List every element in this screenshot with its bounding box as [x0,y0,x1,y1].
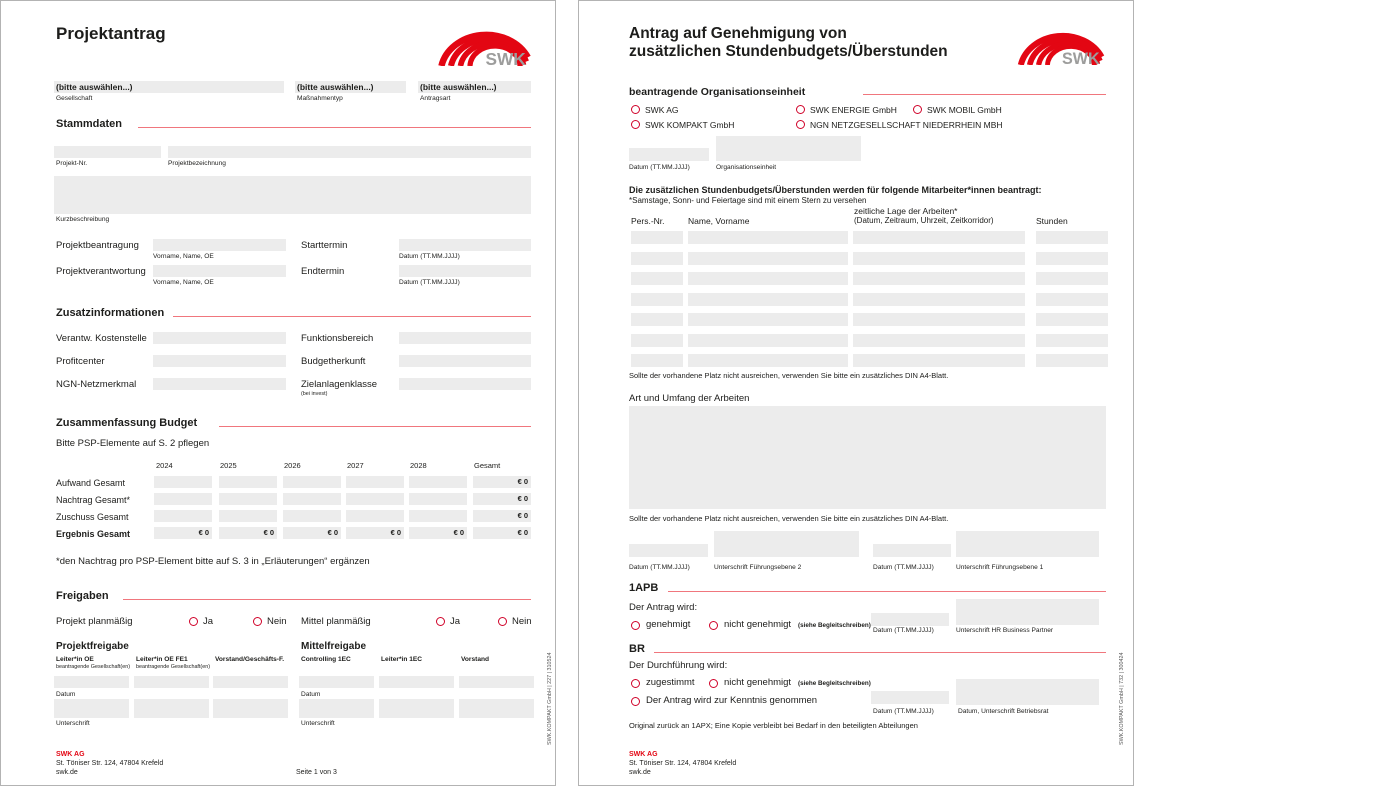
budget-cell[interactable] [283,493,341,505]
projektfreigabe-heading: Projektfreigabe [56,641,129,652]
section-divider [654,652,1106,653]
br-original-note: Original zurück an 1APX; Eine Kopie verbleibt bei Bedarf in den beteiligten Abteilungen [629,721,918,730]
mf-col3-title: Vorstand [461,656,490,663]
staff-persnr-field[interactable] [631,293,683,306]
funktionsbereich-label: Funktionsbereich [301,333,374,344]
sig-fe2-field[interactable] [714,531,859,557]
swk-logo-text: SWK [485,49,526,66]
apb-datum-field[interactable] [871,613,949,626]
work-overflow-note: Sollte der vorhandene Platz nicht ausreichen, verwenden Sie bitte ein zusätzliches DIN A4-Blatt. [629,514,949,523]
footer-web: swk.de [56,769,78,776]
budget-col-2026: 2026 [284,461,301,470]
sig-fe2-label: Unterschrift Führungsebene 2 [714,564,802,571]
staff-stunden-field[interactable] [1036,252,1108,265]
radio-org-swk-energie[interactable] [796,105,805,114]
gesellschaft-select[interactable] [54,81,284,93]
radio-projekt-ja-label: Ja [203,616,214,627]
zielanlagenklasse-label: Zielanlagenklasse [301,379,378,390]
radio-org-swk-ag[interactable] [631,105,640,114]
br-nicht-genehmigt-note: (siehe Begleitschreiben) [798,680,871,687]
staff-zeit-field[interactable] [853,293,1025,306]
staff-overflow-note: Sollte der vorhandene Platz nicht ausreichen, verwenden Sie bitte ein zusätzliches DIN A4-Blatt. [629,371,949,380]
br-datum-label: Datum (TT.MM.JJJJ) [873,708,934,715]
radio-apb-genehmigt[interactable] [631,621,640,630]
pf-col3-title: Vorstand/Geschäfts-F. [215,656,285,663]
sig-datum-fe2-label: Datum (TT.MM.JJJJ) [629,564,690,571]
pf-col2-title: Leiter*in OE FE1 [136,656,188,663]
budget-col-gesamt: Gesamt [474,461,501,470]
budget-cell-value: € 0 [453,528,464,537]
massnahmentyp-placeholder: (bitte auswählen...) [297,82,374,92]
org-einheit-label: Organisationseinheit [716,164,777,171]
staff-name-field[interactable] [688,272,848,285]
budget-cell[interactable] [219,493,277,505]
page-projektantrag [0,0,556,786]
staff-name-field[interactable] [688,334,848,347]
budget-row-label: Ergebnis Gesamt [56,529,131,539]
zielanlagenklasse-field[interactable] [399,378,531,390]
br-heading: BR [629,643,645,655]
radio-mittel-nein-label: Nein [512,616,532,627]
staff-persnr-field[interactable] [631,252,683,265]
mf-unterschrift-field-2[interactable] [379,699,454,718]
staff-stunden-field[interactable] [1036,272,1108,285]
page-stundenbudget-antrag [578,0,1134,786]
projektverantwortung-field[interactable] [153,265,286,277]
endtermin-field[interactable] [399,265,531,277]
budgetherkunft-label: Budgetherkunft [301,356,366,367]
br-datum-field[interactable] [871,691,949,704]
budget-row-label: Zuschuss Gesamt [56,512,129,522]
budget-cell[interactable] [283,527,341,539]
radio-projekt-nein[interactable] [253,617,262,626]
budget-col-2025: 2025 [220,461,237,470]
work-heading: Art und Umfang der Arbeiten [629,393,750,404]
staff-col-zeitliche-sub: (Datum, Zeitraum, Uhrzeit, Zeitkorridor) [854,216,994,225]
section-divider [123,599,531,600]
apb-intro: Der Antrag wird: [629,602,698,613]
antragsart-select[interactable] [418,81,531,93]
mittelfreigabe-heading: Mittelfreigabe [301,641,367,652]
projektverantwortung-hint: Vorname, Name, OE [153,279,214,286]
budget-cell[interactable] [346,510,404,522]
section-divider [173,316,531,317]
budget-cell[interactable] [154,476,212,488]
radio-br-zugestimmt[interactable] [631,679,640,688]
staff-name-field[interactable] [688,354,848,367]
budget-cell[interactable] [473,527,531,539]
projektbezeichnung-label: Projektbezeichnung [168,160,226,167]
page-title: Projektantrag [56,24,166,43]
swk-logo [438,21,533,66]
section-divider [219,426,531,427]
sig-datum-fe2-field[interactable] [629,544,708,557]
staff-zeit-field[interactable] [853,313,1025,326]
mf-datum-field-1[interactable] [299,676,374,688]
budget-cell-value: € 0 [517,528,528,537]
staff-persnr-field[interactable] [631,313,683,326]
budget-cell[interactable] [346,493,404,505]
budget-row-label: Nachtrag Gesamt* [56,495,131,505]
budget-cell-value: € 0 [263,528,274,537]
staff-col-name: Name, Vorname [688,216,750,226]
apb-heading: 1APB [629,582,659,594]
sig-fe1-label: Unterschrift Führungsebene 1 [956,564,1044,571]
org-einheit-field[interactable] [716,136,861,161]
staff-stunden-field[interactable] [1036,293,1108,306]
staff-col-persnr: Pers.-Nr. [631,216,665,226]
zusatzinformationen-heading: Zusatzinformationen [56,307,165,319]
budget-cell[interactable] [154,527,212,539]
mf-datum-field-2[interactable] [379,676,454,688]
radio-br-nicht-genehmigt[interactable] [709,679,718,688]
budget-row-label: Aufwand Gesamt [56,478,126,488]
budget-col-2027: 2027 [347,461,364,470]
projektbeantragung-label: Projektbeantragung [56,240,139,251]
budget-cell[interactable] [473,510,531,522]
budget-cell[interactable] [154,510,212,522]
mf-col1-title: Controlling 1EC [301,656,351,663]
budget-cell[interactable] [154,493,212,505]
budget-cell-value: € 0 [517,511,528,520]
staff-note: *Samstage, Sonn- und Feiertage sind mit einem Stern zu versehen [629,196,867,205]
staff-stunden-field[interactable] [1036,354,1108,367]
kurzbeschreibung-textarea[interactable] [54,176,531,214]
pf-unterschrift-field-2[interactable] [134,699,209,718]
staff-persnr-field[interactable] [631,272,683,285]
budget-cell-value: € 0 [517,477,528,486]
mf-unterschrift-field-1[interactable] [299,699,374,718]
apb-datum-label: Datum (TT.MM.JJJJ) [873,627,934,634]
budget-col-2024: 2024 [156,461,173,470]
budget-note: Bitte PSP-Elemente auf S. 2 pflegen [56,438,210,449]
budget-cell-value: € 0 [327,528,338,537]
budget-heading: Zusammenfassung Budget [56,417,198,429]
org-datum-label: Datum (TT.MM.JJJJ) [629,164,690,171]
radio-br-kenntnis[interactable] [631,697,640,706]
radio-br-nicht-genehmigt-label: nicht genehmigt [724,677,792,688]
radio-org-swk-mobil[interactable] [913,105,922,114]
budget-cell[interactable] [219,510,277,522]
projekt-nr-field[interactable] [54,146,161,158]
budget-cell[interactable] [346,476,404,488]
budget-cell[interactable] [409,527,467,539]
projektbezeichnung-field[interactable] [168,146,531,158]
staff-name-field[interactable] [688,313,848,326]
apb-hr-sig-field[interactable] [956,599,1099,625]
pf-datum-field-3[interactable] [213,676,288,688]
radio-apb-genehmigt-label: genehmigt [646,619,691,630]
endtermin-hint: Datum (TT.MM.JJJJ) [399,279,460,286]
pf-unterschrift-field-1[interactable] [54,699,129,718]
pf-datum-label: Datum [56,691,76,698]
staff-name-field[interactable] [688,231,848,244]
projekt-planmaessig-label: Projekt planmäßig [56,616,133,627]
mf-unterschrift-label: Unterschrift [301,720,335,727]
staff-stunden-field[interactable] [1036,334,1108,347]
footer-company: SWK AG [629,751,658,758]
massnahmentyp-select[interactable] [295,81,406,93]
radio-org-swk-mobil-label: SWK MOBIL GmbH [927,105,1002,115]
staff-col-stunden: Stunden [1036,216,1068,226]
funktionsbereich-field[interactable] [399,332,531,344]
footer-page-number: Seite 1 von 3 [296,769,337,776]
stammdaten-heading: Stammdaten [56,118,123,130]
freigaben-heading: Freigaben [56,590,109,602]
page-title-line1: Antrag auf Genehmigung von [629,25,847,42]
pf-unterschrift-field-3[interactable] [213,699,288,718]
staff-stunden-field[interactable] [1036,231,1108,244]
staff-zeit-field[interactable] [853,334,1025,347]
budget-cell[interactable] [473,476,531,488]
budget-cell-value: € 0 [517,494,528,503]
org-heading: beantragende Organisationseinheit [629,86,806,98]
footer-address: St. Töniser Str. 124, 47804 Krefeld [629,760,737,767]
staff-intro: Die zusätzlichen Stundenbudgets/Überstunden werden für folgende Mitarbeiter*innen beantragt: [629,185,1042,195]
staff-zeit-field[interactable] [853,252,1025,265]
staff-zeit-field[interactable] [853,231,1025,244]
pf-col1-sub: beantragende Gesellschaft(en) [56,664,131,670]
pf-col1-title: Leiter*in OE [56,656,94,663]
budget-cell[interactable] [473,493,531,505]
radio-org-swk-ag-label: SWK AG [645,105,679,115]
ngn-netzmerkmal-label: NGN-Netzmerkmal [56,379,137,390]
swk-logo-text: SWK [1062,50,1100,65]
radio-projekt-ja[interactable] [189,617,198,626]
staff-col-zeitliche-title: zeitliche Lage der Arbeiten* [854,206,958,216]
budget-cell[interactable] [409,510,467,522]
section-divider [668,591,1106,592]
gesellschaft-label: Gesellschaft [56,95,93,102]
budget-cell[interactable] [283,476,341,488]
section-divider [138,127,531,128]
org-datum-field[interactable] [629,148,709,161]
radio-projekt-nein-label: Nein [267,616,287,627]
staff-stunden-field[interactable] [1036,313,1108,326]
staff-zeit-field[interactable] [853,272,1025,285]
footer-address: St. Töniser Str. 124, 47804 Krefeld [56,760,164,767]
projektverantwortung-label: Projektverantwortung [56,266,146,277]
br-sig-label: Datum, Unterschrift Betriebsrat [958,708,1049,715]
staff-persnr-field[interactable] [631,334,683,347]
staff-name-field[interactable] [688,293,848,306]
apb-nicht-genehmigt-note: (siehe Begleitschreiben) [798,622,871,629]
radio-org-swk-kompakt-label: SWK KOMPAKT GmbH [645,120,735,130]
kurzbeschreibung-label: Kurzbeschreibung [56,216,110,223]
budget-cell[interactable] [409,476,467,488]
footer-side-note: SWK.KOMPAKT GmbH | 227 | 310524 [547,652,553,745]
radio-mittel-nein[interactable] [498,617,507,626]
starttermin-label: Starttermin [301,240,348,251]
sig-datum-fe1-field[interactable] [873,544,951,557]
gesellschaft-placeholder: (bitte auswählen...) [56,82,133,92]
budget-cell-value: € 0 [198,528,209,537]
verantw-kostenstelle-field[interactable] [153,332,286,344]
budget-cell[interactable] [219,527,277,539]
mf-unterschrift-field-3[interactable] [459,699,534,718]
budget-col-2028: 2028 [410,461,427,470]
radio-br-zugestimmt-label: zugestimmt [646,677,695,688]
budget-cell[interactable] [409,493,467,505]
profitcenter-field[interactable] [153,355,286,367]
work-textarea[interactable] [629,406,1106,509]
swk-logo [1016,23,1108,65]
zielanlagenklasse-note: (bei invest) [301,391,328,397]
budget-footnote: *den Nachtrag pro PSP-Element bitte auf S. 3 in „Erläuterungen“ ergänzen [56,556,370,567]
footer-company: SWK AG [56,751,85,758]
mf-col2-title: Leiter*in 1EC [381,656,423,663]
staff-persnr-field[interactable] [631,231,683,244]
massnahmentyp-label: Maßnahmentyp [297,95,343,102]
radio-apb-nicht-genehmigt[interactable] [709,621,718,630]
ngn-netzmerkmal-field[interactable] [153,378,286,390]
pf-unterschrift-label: Unterschrift [56,720,90,727]
sig-fe1-field[interactable] [956,531,1099,557]
mittel-planmaessig-label: Mittel planmäßig [301,616,371,627]
sig-datum-fe1-label: Datum (TT.MM.JJJJ) [873,564,934,571]
budgetherkunft-field[interactable] [399,355,531,367]
br-intro: Der Durchführung wird: [629,660,728,671]
staff-name-field[interactable] [688,252,848,265]
verantw-kostenstelle-label: Verantw. Kostenstelle [56,333,147,344]
radio-org-swk-energie-label: SWK ENERGIE GmbH [810,105,897,115]
radio-mittel-ja-label: Ja [450,616,461,627]
antragsart-placeholder: (bitte auswählen...) [420,82,497,92]
page-title-line2: zusätzlichen Stundenbudgets/Überstunden [629,43,948,60]
pf-datum-field-2[interactable] [134,676,209,688]
projekt-nr-label: Projekt-Nr. [56,160,88,167]
pf-datum-field-1[interactable] [54,676,129,688]
projektbeantragung-hint: Vorname, Name, OE [153,253,214,260]
section-divider [863,94,1106,95]
budget-cell-value: € 0 [390,528,401,537]
budget-cell[interactable] [219,476,277,488]
apb-hr-sig-label: Unterschrift HR Business Partner [956,627,1054,634]
br-sig-field[interactable] [956,679,1099,705]
budget-cell[interactable] [283,510,341,522]
radio-mittel-ja[interactable] [436,617,445,626]
radio-org-swk-kompakt[interactable] [631,120,640,129]
starttermin-hint: Datum (TT.MM.JJJJ) [399,253,460,260]
budget-cell[interactable] [346,527,404,539]
staff-persnr-field[interactable] [631,354,683,367]
mf-datum-field-3[interactable] [459,676,534,688]
projektbeantragung-field[interactable] [153,239,286,251]
radio-br-kenntnis-label: Der Antrag wird zur Kenntnis genommen [646,695,818,706]
radio-org-ngn[interactable] [796,120,805,129]
endtermin-label: Endtermin [301,266,345,277]
footer-side-note: SWK.KOMPAKT GmbH | 732 | 300424 [1119,652,1125,745]
mf-datum-label: Datum [301,691,321,698]
radio-apb-nicht-genehmigt-label: nicht genehmigt [724,619,792,630]
starttermin-field[interactable] [399,239,531,251]
staff-zeit-field[interactable] [853,354,1025,367]
profitcenter-label: Profitcenter [56,356,105,367]
antragsart-label: Antragsart [420,95,451,102]
pf-col2-sub: beantragende Gesellschaft(en) [136,664,211,670]
radio-org-ngn-label: NGN NETZGESELLSCHAFT NIEDERRHEIN MBH [810,120,1003,130]
footer-web: swk.de [629,769,651,776]
